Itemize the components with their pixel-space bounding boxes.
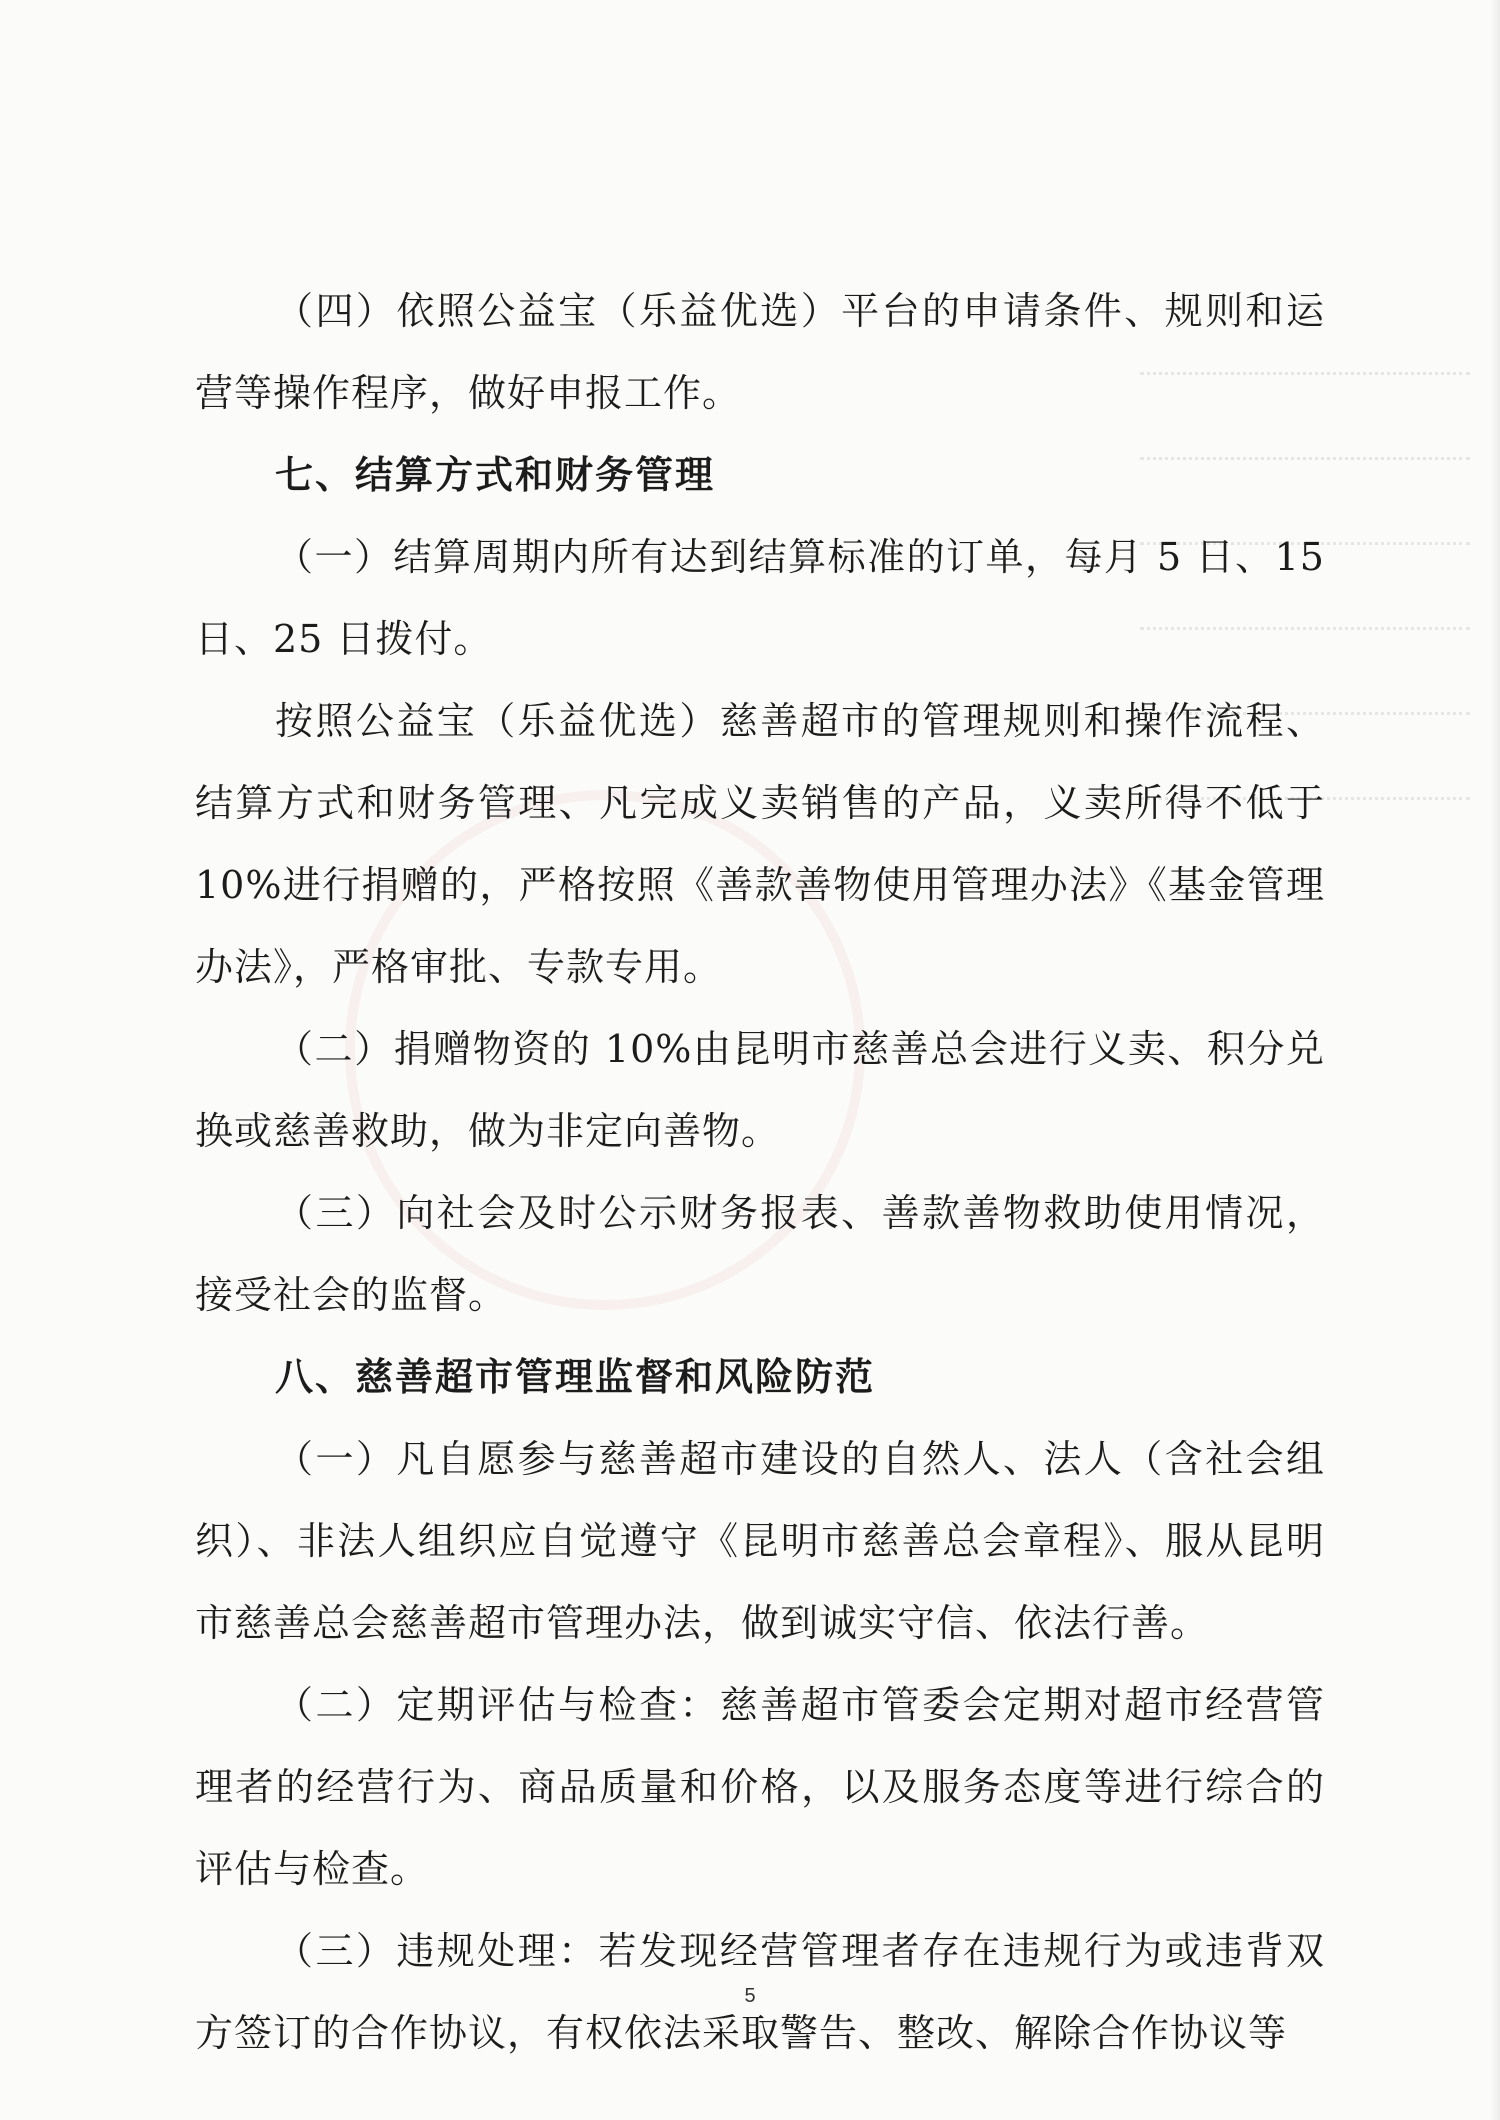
paragraph-violation-handling: （三）违规处理：若发现经营管理者存在违规行为或违背双方签订的合作协议，有权依法采取警告、整改、解除合作协议等: [195, 1929, 1325, 2055]
paragraph-participant-obligations: （一）凡自愿参与慈善超市建设的自然人、法人（含社会组织）、非法人组织应自觉遵守《昆明市慈善总会章程》、服从昆明市慈善总会慈善超市管理办法，做到诚实守信、依法行善。: [195, 1437, 1325, 1645]
paragraph-item-4-application: （四）依照公益宝（乐益优选）平台的申请条件、规则和运营等操作程序，做好申报工作。: [195, 289, 1325, 415]
paragraph-donated-materials: （二）捐赠物资的 10%由昆明市慈善总会进行义卖、积分兑换或慈善救助，做为非定向善物。: [195, 1027, 1325, 1153]
scan-edge-shadow: [1490, 0, 1500, 2120]
paragraph-charity-sales-rules: 按照公益宝（乐益优选）慈善超市的管理规则和操作流程、结算方式和财务管理、凡完成义卖销售的产品，义卖所得不低于10%进行捐赠的，严格按照《善款善物使用管理办法》《基金管理办法》，严格审批、专款专用。: [195, 699, 1325, 989]
paragraph-periodic-evaluation: （二）定期评估与检查：慈善超市管委会定期对超市经营管理者的经营行为、商品质量和价格，以及服务态度等进行综合的评估与检查。: [195, 1683, 1325, 1891]
document-body: [195, 270, 1325, 2074]
paragraph-settlement-cycle: （一）结算周期内所有达到结算标准的订单，每月 5 日、15 日、25 日拨付。: [195, 535, 1325, 661]
paragraph-public-disclosure: （三）向社会及时公示财务报表、善款善物救助使用情况，接受社会的监督。: [195, 1191, 1325, 1317]
section-heading-settlement: 七、结算方式和财务管理: [275, 452, 716, 497]
page-number: 5: [744, 1985, 756, 2007]
section-heading-supervision: 八、慈善超市管理监督和风险防范: [275, 1354, 876, 1399]
